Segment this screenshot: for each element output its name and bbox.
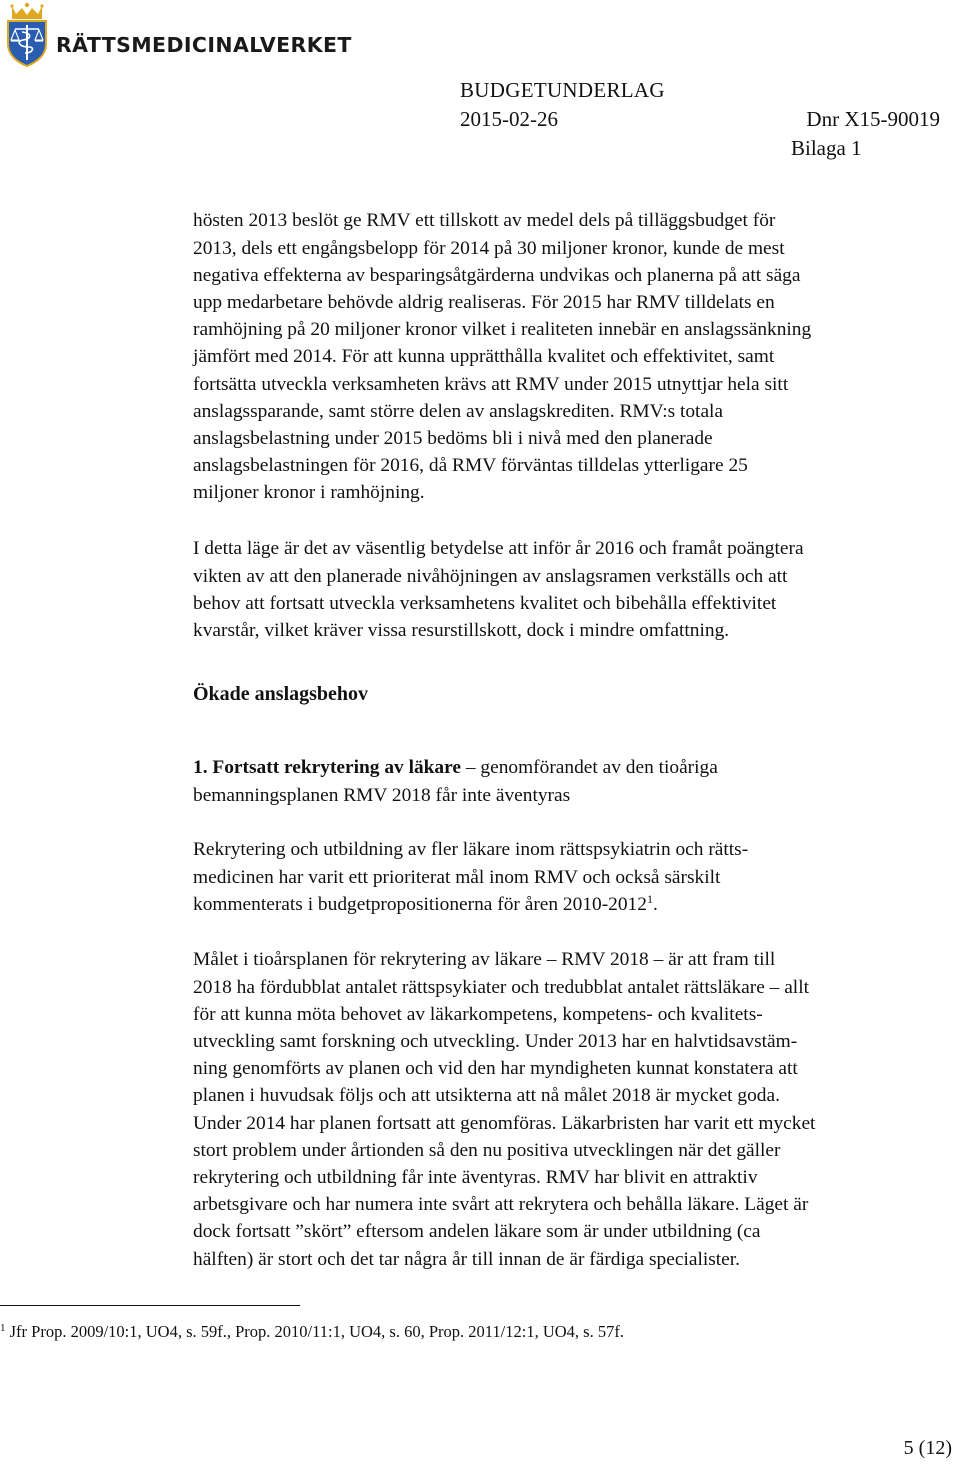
text-line: miljoner kronor i ramhöjning. [193,482,425,504]
text-line: fortsätta utveckla verksamheten krävs att RMV under 2015 utnyttjar hela sitt [193,373,789,395]
text-line: dock fortsatt ”skört” eftersom andelen läkare som är under utbildning (ca [193,1221,761,1243]
organization-name: RÄTTSMEDICINALVERKET [56,33,352,57]
footnote-separator [0,1305,300,1306]
paragraph-ten-year-plan [193,946,955,1272]
text-line: bemanningsplanen RMV 2018 får inte äventyras [193,784,571,806]
text-line: hälften) är stort och det tar några år till innan de är färdiga specialister. [193,1248,741,1270]
document-date: 2015-02-26 [460,107,558,131]
footnote-number: 1 [0,1322,6,1334]
text-line: hösten 2013 beslöt ge RMV ett tillskott av medel dels på tilläggsbudget för [193,210,776,232]
text-segment: kommenterats i budgetpropositionerna för åren 2010-2012 [193,893,647,915]
text-line: ramhöjning på 20 miljoner kronor vilket i realiteten innebär en anslagssänkning [193,319,812,341]
text-line: utveckling samt forskning och utveckling. Under 2013 har en halvtidsavstäm- [193,1031,798,1052]
text-line: Rekrytering och utbildning av fler läkare inom rättspsykiatrin och rätts- [193,839,749,861]
text-line [193,891,955,918]
numbered-item-line [193,754,955,781]
text-line: för att kunna möta behovet av läkarkompetens, kompetens- och kvalitets- [193,1003,763,1025]
paragraph-priority [193,535,955,644]
paragraph-funding-history [193,207,955,506]
text-line: anslagssparande, samt större delen av anslagskrediten. RMV:s totala [193,400,724,422]
document-type: BUDGETUNDERLAG [460,78,665,102]
section-heading: Ökade anslagsbehov [193,683,369,705]
text-line: anslagsbelastningen för 2016, då RMV förväntas tilldelas ytterligare 25 [193,455,748,477]
text-line: behov att fortsatt utveckla verksamhetens kvalitet och bibehålla effektivitet [193,592,777,614]
numbered-item-subtitle: – genomförandet av den tioåriga [461,757,718,779]
footnote-reference: 1 [646,891,653,906]
text-line: rekrytering och utbildning får inte äventyras. RMV har blivit en attraktiv [193,1167,758,1189]
footnote-text: Jfr Prop. 2009/10:1, UO4, s. 59f., Prop. 2010/11:1, UO4, s. 60, Prop. 2011/12:1, UO4, s. 57f. [5,1322,624,1341]
text-line: planen i huvudsak följs och att utsikterna att nå målet 2018 är mycket goda. [193,1085,780,1107]
document-dnr: Dnr X15-90019 [806,107,940,131]
text-line: Målet i tioårsplanen för rekrytering av läkare – RMV 2018 – är att fram till [193,949,776,971]
text-line: stort problem under årtionden så den nu positiva utvecklingen när det gäller [193,1139,781,1161]
text-segment: . [652,893,658,915]
text-line: arbetsgivare och har numera inte svårt att rekrytera och behålla läkare. Läget är [193,1194,809,1216]
coat-of-arms-icon [2,2,52,68]
text-line: medicinen har varit ett prioriterat mål inom RMV och också särskilt [193,866,721,888]
page-number: 5 (12) [903,1437,952,1459]
text-line: anslagsbelastning under 2015 bedöms bli i nivå med den planerade [193,428,713,450]
footnote [0,1322,624,1342]
text-line: Under 2014 har planen fortsatt att genomföras. Läkarbristen har varit ett mycket [193,1112,816,1134]
text-line: I detta läge är det av väsentlig betydelse att inför år 2016 och framåt poängtera [193,538,804,560]
numbered-item [193,754,955,808]
text-line: upp medarbetare behövde aldrig realiseras. För 2015 har RMV tilldelats en [193,292,775,313]
text-line: kvarstår, vilket kräver vissa resurstillskott, dock i mindre omfattning. [193,620,730,641]
text-line: 2013, dels ett engångsbelopp för 2014 på 30 miljoner kronor, kunde de mest [193,237,785,259]
text-line: 2018 ha fördubblat antalet rättspsykiater och tredubblat antalet rättsläkare – allt [193,976,809,998]
text-line: jämfört med 2014. För att kunna upprätthålla kvalitet och effektivitet, samt [193,346,775,368]
numbered-item-title: 1. Fortsatt rekrytering av läkare [193,757,461,779]
text-line: vikten av att den planerade nivåhöjningen av anslagsramen verkställs och att [193,565,788,587]
paragraph-recruitment [193,836,955,918]
text-line: negativa effekterna av besparingsåtgärderna undvikas och planerna på att säga [193,264,801,286]
document-attachment: Bilaga 1 [791,136,862,160]
text-line: ning genomförts av planen och vid den har myndigheten kunnat konstatera att [193,1058,798,1080]
